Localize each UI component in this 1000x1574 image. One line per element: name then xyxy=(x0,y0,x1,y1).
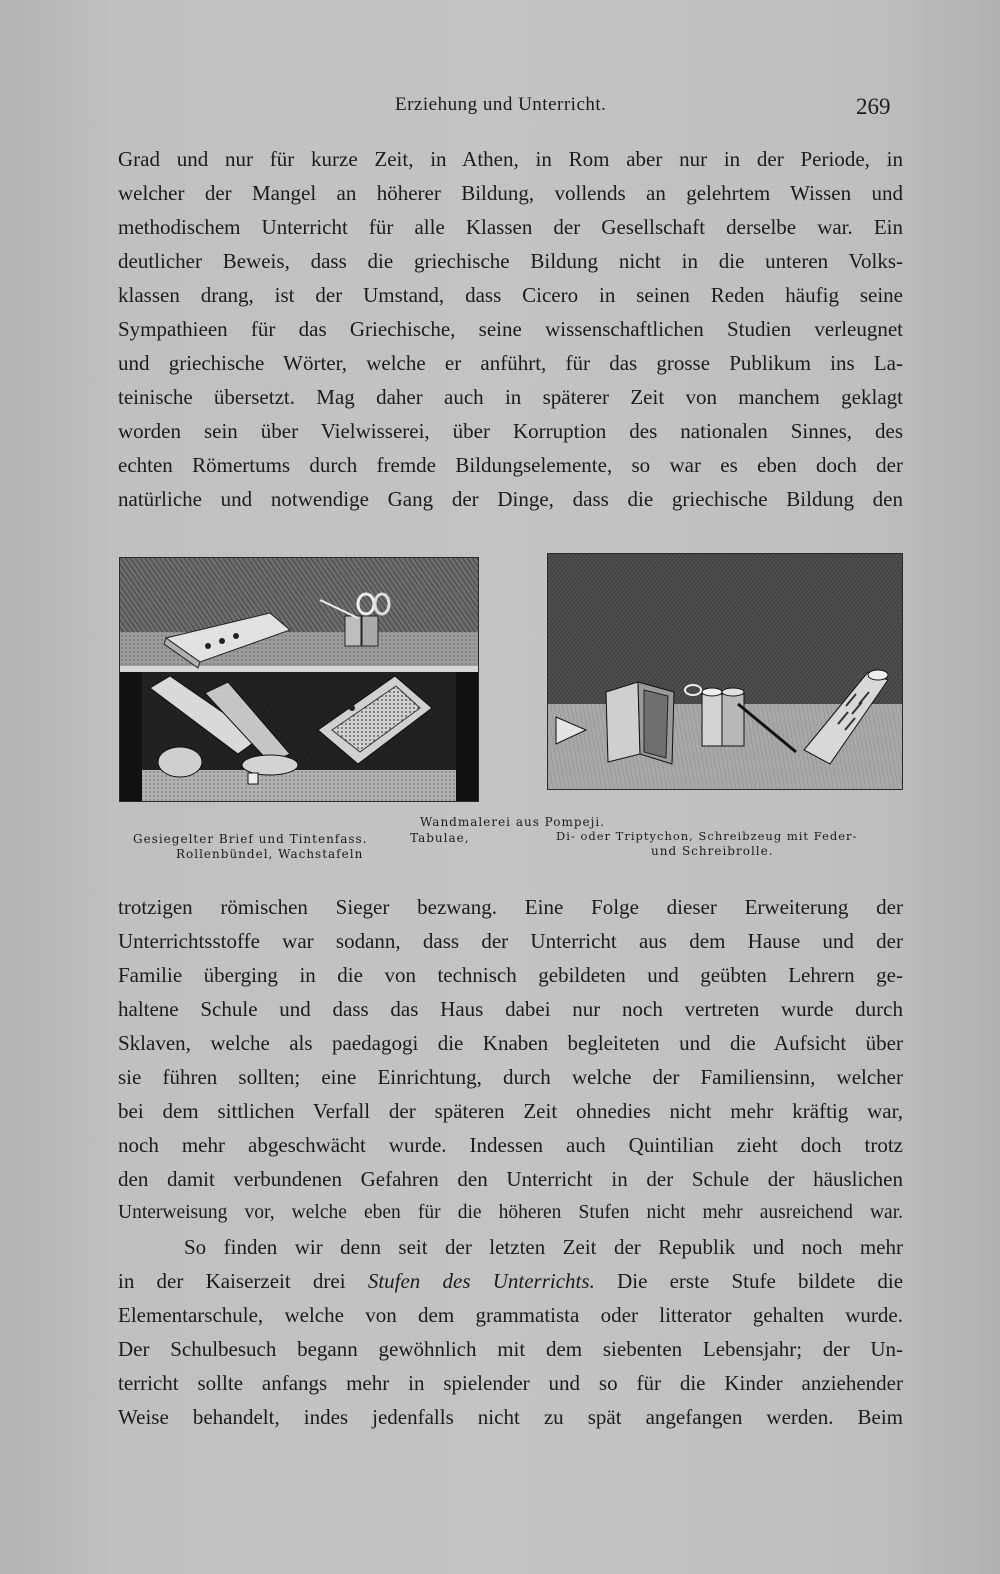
text-line: welcher der Mangel an höherer Bildung, vollends an gelehrtem Wissen und xyxy=(118,181,903,205)
running-head: Erziehung und Unterricht. xyxy=(395,94,607,115)
text-line: und griechische Wörter, welche er anführt, für das grosse Publikum ins La- xyxy=(118,351,903,375)
text-line: Unterweisung vor, welche eben für die höheren Stufen nicht mehr ausreichend war. xyxy=(118,1202,903,1223)
bottom-text xyxy=(118,890,903,1434)
text-segment: Die erste Stufe bildete die xyxy=(617,1269,903,1293)
text-line: So finden wir denn seit der letzten Zeit der Republik und noch mehr xyxy=(184,1235,903,1259)
text-line: terricht sollte anfangs mehr in spielender und so für die Kinder anziehender xyxy=(118,1371,903,1395)
engraving-right-illustration xyxy=(548,554,902,789)
text-line: Familie überging in die von technisch gebildeten und geübten Lehrern ge- xyxy=(118,963,903,987)
figure-caption-left-line2: Rollenbündel, Wachstafeln xyxy=(176,847,364,861)
engraving-left xyxy=(119,557,479,802)
text-line: den damit verbundenen Gefahren den Unterricht in der Schule der häuslichen xyxy=(118,1167,903,1191)
text-line: sie führen sollten; eine Einrichtung, durch welche der Familiensinn, welcher xyxy=(118,1065,903,1089)
text-line: bei dem sittlichen Verfall der späteren Zeit ohnedies nicht mehr kräftig war, xyxy=(118,1099,903,1123)
top-paragraph xyxy=(118,142,903,516)
italic-phrase: Stufen des Unterrichts. xyxy=(367,1269,595,1293)
engraving-left-illustration xyxy=(120,558,478,801)
text-line: echten Römertums durch fremde Bildungselemente, so war es eben doch der xyxy=(118,453,903,477)
text-line: Sklaven, welche als paedagogi die Knaben begleiteten und die Aufsicht über xyxy=(118,1031,903,1055)
text-segment: in der Kaiserzeit drei xyxy=(118,1269,346,1293)
text-line: haltene Schule und dass das Haus dabei nur noch vertreten wurde durch xyxy=(118,997,903,1021)
figure-caption-right-line1: Di- oder Triptychon, Schreibzeug mit Feder- xyxy=(556,829,858,843)
page-number: 269 xyxy=(856,94,891,119)
text-line: Der Schulbesuch begann gewöhnlich mit dem siebenten Lebensjahr; der Un- xyxy=(118,1337,903,1361)
text-line: Weise behandelt, indes jedenfalls nicht zu spät angefangen werden. Beim xyxy=(118,1405,903,1429)
text-line: Sympathieen für das Griechische, seine wissenschaftlichen Studien verleugnet xyxy=(118,317,903,341)
figure-caption-left-line1: Gesiegelter Brief und Tintenfass. xyxy=(133,832,368,846)
figure-caption-title: Wandmalerei aus Pompeji. xyxy=(420,815,606,829)
text-line: deutlicher Beweis, dass die griechische Bildung nicht in die unteren Volks- xyxy=(118,249,903,273)
text-line xyxy=(118,1264,903,1298)
figure-caption-right-line2: und Schreibrolle. xyxy=(651,844,774,858)
text-line: methodischem Unterricht für alle Klassen der Gesellschaft derselbe war. Ein xyxy=(118,215,903,239)
text-line: klassen drang, ist der Umstand, dass Cicero in seinen Reden häufig seine xyxy=(118,283,903,307)
text-line: teinische übersetzt. Mag daher auch in späterer Zeit von manchem geklagt xyxy=(118,385,903,409)
engraving-right xyxy=(547,553,903,790)
text-line: natürliche und notwendige Gang der Dinge, dass die griechische Bildung den xyxy=(118,487,903,511)
text-line: worden sein über Vielwisserei, über Korruption des nationalen Sinnes, des xyxy=(118,419,903,443)
text-line: trotzigen römischen Sieger bezwang. Eine Folge dieser Erweiterung der xyxy=(118,895,903,919)
text-line: Unterrichtsstoffe war sodann, dass der Unterricht aus dem Hause und der xyxy=(118,929,903,953)
figure-caption-tabulae: Tabulae, xyxy=(410,831,470,845)
text-line: Elementarschule, welche von dem grammatista oder litterator gehalten wurde. xyxy=(118,1303,903,1327)
text-line: Grad und nur für kurze Zeit, in Athen, in Rom aber nur in der Periode, in xyxy=(118,147,903,171)
text-line: noch mehr abgeschwächt wurde. Indessen auch Quintilian zieht doch trotz xyxy=(118,1133,903,1157)
